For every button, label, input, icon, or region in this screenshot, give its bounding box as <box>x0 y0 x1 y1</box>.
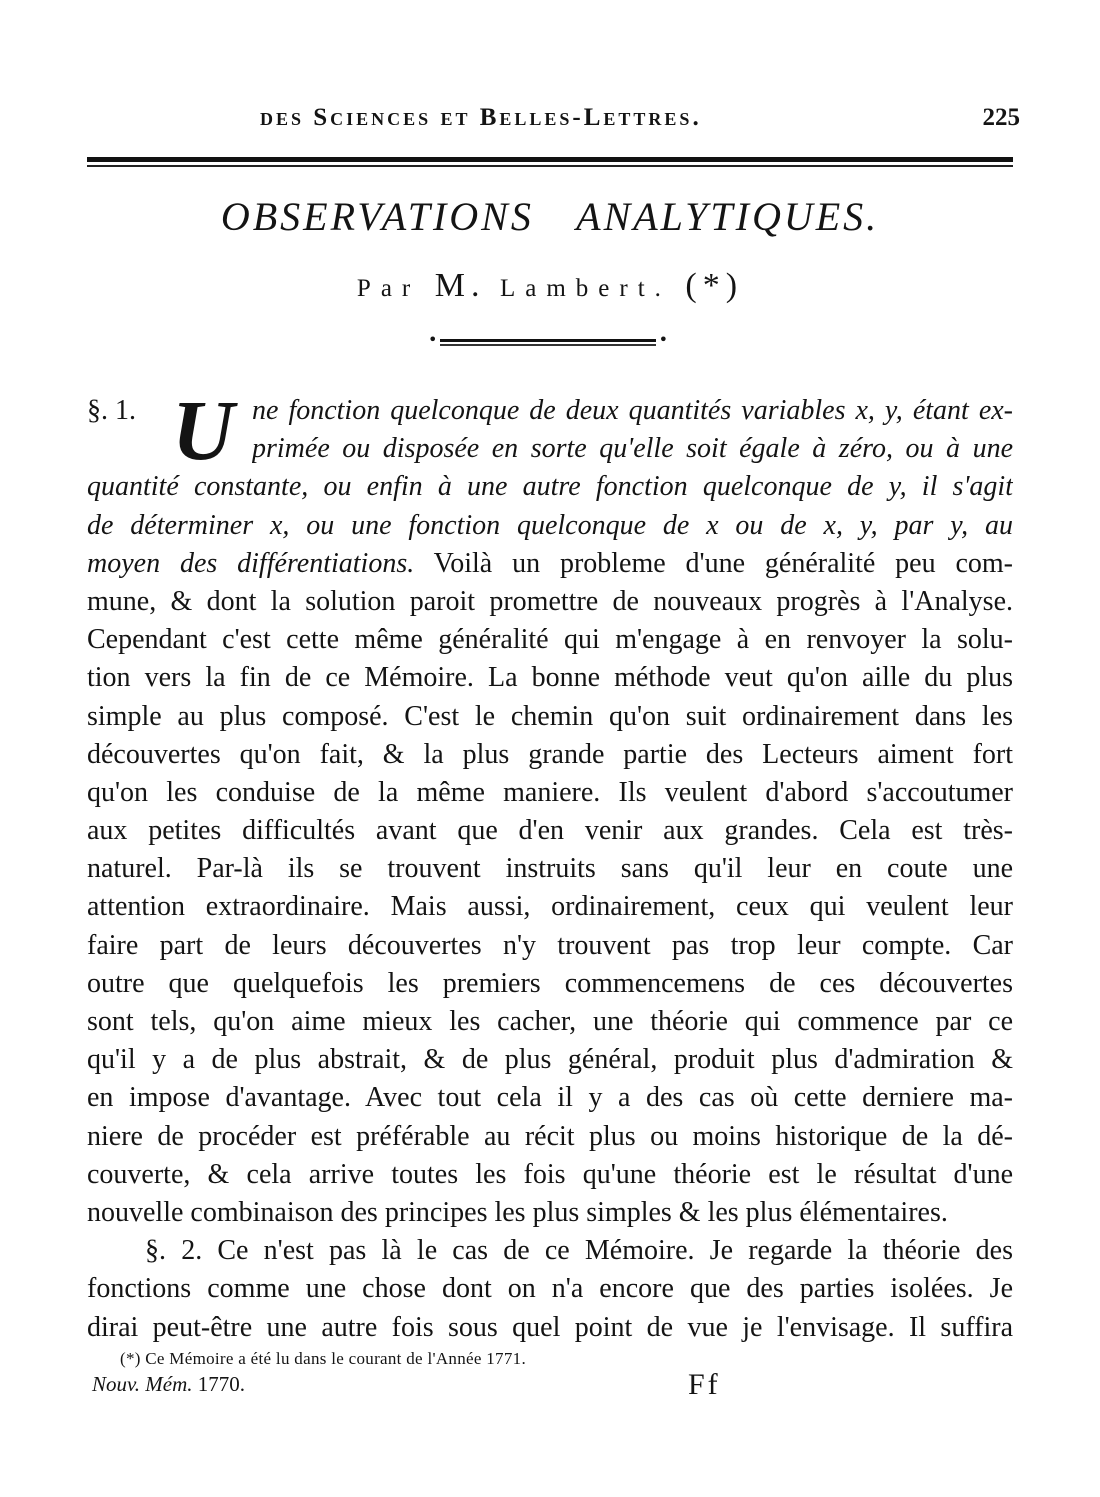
line-text: naturel. Par-là ils se trouvent instruits sans qu'il leur en coute une <box>87 853 1013 885</box>
text-line <box>87 850 1013 888</box>
text-line <box>87 1194 1013 1232</box>
page-number: 225 <box>982 104 1020 131</box>
line-text: simple au plus composé. C'est le chemin qu'on suit ordinairement dans les <box>87 700 1013 732</box>
italic-phrase: moyen des différentiations. <box>87 547 415 579</box>
text-line <box>87 812 1013 850</box>
running-title: des Sciences et Belles-Lettres. <box>260 104 702 131</box>
text-line <box>252 430 1013 468</box>
section-2 <box>87 1232 1013 1347</box>
header-rule-thick <box>87 157 1013 162</box>
text-line <box>87 621 1013 659</box>
line-text: nouvelle combinaison des principes les plus simples & les plus élémentaires. <box>87 1196 948 1228</box>
line-text: qu'on les conduise de la même maniere. Ils veulent d'abord s'accoutumer <box>87 776 1013 808</box>
ornament-bar <box>440 339 656 342</box>
ornament-divider <box>428 330 668 350</box>
line-text: fonctions comme une chose dont on n'a encore que des parties isolées. Je <box>87 1273 1013 1305</box>
line-text: quantité constante, ou enfin à une autre fonction quelconque de y, il s'agit <box>87 471 1013 503</box>
line-text: Ce n'est pas là le cas de ce Mémoire. Je regarde la théorie des <box>217 1235 1013 1267</box>
line-text: découvertes qu'on fait, & la plus grande partie des Lecteurs aiment fort <box>87 738 1013 770</box>
byline-name: Lambert. <box>499 275 671 302</box>
line-text: de déterminer x, ou une fonction quelconque de x ou de x, y, par y, au <box>87 509 1013 541</box>
opening-lines <box>252 392 1013 468</box>
line-text: aux petites difficultés avant que d'en venir aux grandes. Cela est très- <box>87 815 1013 847</box>
line-text: primée ou disposée en sorte qu'elle soit égale à zéro, ou à une <box>252 433 1013 465</box>
body-text <box>87 392 1013 1347</box>
section-1 <box>87 468 1013 1232</box>
section-mark: §. 2. <box>145 1235 203 1267</box>
text-line <box>87 659 1013 697</box>
line-text: en impose d'avantage. Avec tout cela il y a des cas où cette derniere ma- <box>87 1082 1013 1114</box>
byline-initial: M. <box>434 267 486 304</box>
ornament-left-cap: • <box>428 330 438 349</box>
line-text: niere de procéder est préférable au récit plus ou moins historique de la dé- <box>87 1120 1013 1152</box>
text-line <box>87 698 1013 736</box>
header-rule-thin <box>87 165 1013 167</box>
text-line <box>252 392 1013 430</box>
line-text: sont tels, qu'on aime mieux les cacher, une théorie qui commence par ce <box>87 1006 1013 1038</box>
opening-block <box>87 392 1013 468</box>
drop-cap: U <box>171 392 235 469</box>
volume-name: Nouv. Mém. <box>92 1372 193 1396</box>
text-line <box>87 583 1013 621</box>
text-line <box>87 927 1013 965</box>
text-line <box>87 1232 1013 1270</box>
footnote: (*) Ce Mémoire a été lu dans le courant de l'Année 1771. <box>120 1349 527 1368</box>
byline <box>0 267 1100 305</box>
ornament-bar <box>440 344 656 346</box>
volume-label <box>92 1372 245 1397</box>
text-line <box>87 1309 1013 1347</box>
line-text: mune, & dont la solution paroit promettre de nouveaux progrès à l'Analyse. <box>87 585 1013 617</box>
text-line <box>87 1041 1013 1079</box>
text-line <box>87 1270 1013 1308</box>
text-line <box>87 1079 1013 1117</box>
article-title: OBSERVATIONS ANALYTIQUES. <box>220 194 880 239</box>
text-line <box>87 888 1013 926</box>
text-line <box>87 774 1013 812</box>
line-text: attention extraordinaire. Mais aussi, ordinairement, ceux qui veulent leur <box>87 891 1013 923</box>
text-line <box>87 965 1013 1003</box>
text-line <box>87 1118 1013 1156</box>
text-line <box>87 1156 1013 1194</box>
text-line <box>87 736 1013 774</box>
text-line <box>87 468 1013 506</box>
volume-year: 1770. <box>197 1372 245 1396</box>
running-head <box>150 104 1020 138</box>
text-line <box>87 507 1013 545</box>
roman-phrase: Voilà un probleme d'une généralité peu com- <box>433 547 1013 579</box>
line-text: Cependant c'est cette même généralité qui m'engage à en renvoyer la solu- <box>87 624 1013 656</box>
ornament-right-cap: • <box>658 330 668 349</box>
text-line <box>87 1003 1013 1041</box>
drop-cap-column <box>163 392 243 468</box>
byline-note-ref: (*) <box>685 267 744 304</box>
line-text: tion vers la fin de ce Mémoire. La bonne méthode veut qu'on aille du plus <box>87 662 1013 694</box>
section-mark: §. 1. <box>87 395 136 426</box>
line-text: ne fonction quelconque de deux quantités variables x, y, étant ex- <box>252 395 1013 426</box>
signature-mark: Ff <box>688 1368 721 1401</box>
line-text: outre que quelquefois les premiers commencemens de ces découvertes <box>87 967 1013 999</box>
line-text: qu'il y a de plus abstrait, & de plus général, produit plus d'admiration & <box>87 1044 1013 1076</box>
line-text: dirai peut-être une autre fois sous quel point de vue je l'envisage. Il suffira <box>87 1311 1013 1343</box>
byline-prefix: Par <box>356 275 421 302</box>
text-line <box>87 545 1013 583</box>
line-text: faire part de leurs découvertes n'y trouvent pas trop leur compte. Car <box>87 929 1013 961</box>
line-text: couverte, & cela arrive toutes les fois qu'une théorie est le résultat d'une <box>87 1158 1013 1190</box>
